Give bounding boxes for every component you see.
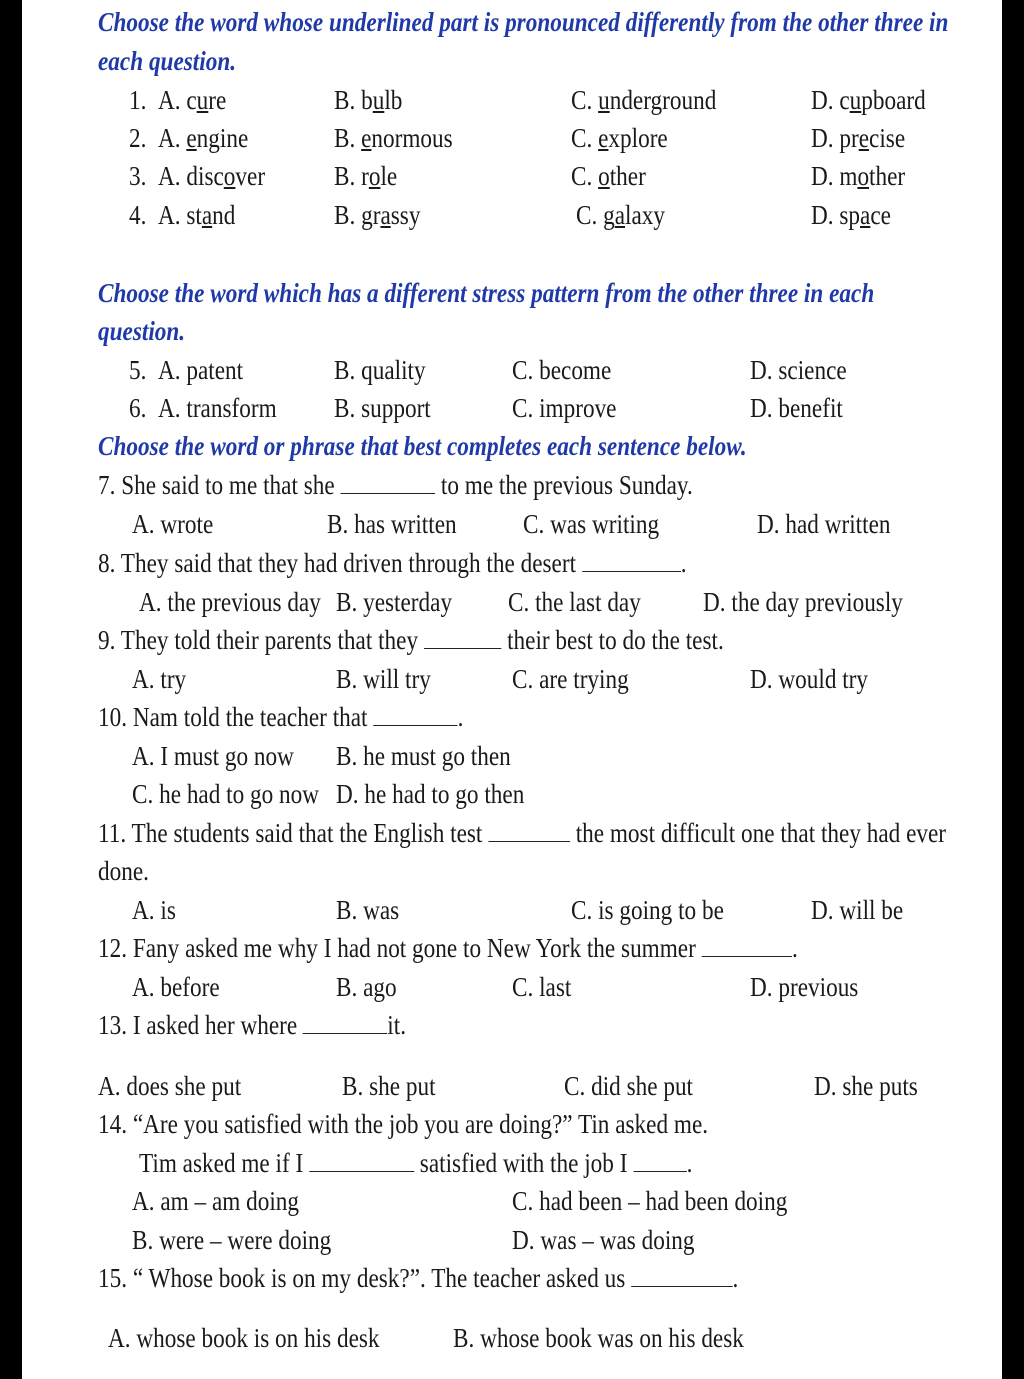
question-number: 5. [129, 355, 147, 385]
option-a: A. am – am doing [132, 1186, 300, 1216]
option-b: B. he must go then [336, 741, 511, 771]
option-c: C. underground [571, 85, 717, 115]
option-d: D. was – was doing [512, 1225, 695, 1255]
answer-blank [373, 701, 457, 726]
option-b: B. she put [342, 1071, 436, 1101]
option-a: A. cure [158, 85, 227, 115]
left-black-border [0, 0, 22, 1379]
option-b: B. was [336, 895, 400, 925]
option-a: A. transform [158, 393, 277, 423]
option-b: B. yesterday [336, 587, 453, 617]
answer-blank [633, 1147, 686, 1172]
option-c: C. did she put [564, 1071, 694, 1101]
question-number: 2. [129, 123, 147, 153]
option-c: C. explore [571, 123, 668, 153]
option-c: C. are trying [512, 664, 629, 694]
option-d: D. she puts [814, 1071, 918, 1101]
option-c: C. galaxy [576, 200, 666, 230]
option-c: C. had been – had been doing [512, 1186, 788, 1216]
question-stem: 10. Nam told the teacher that . [98, 702, 464, 732]
option-d: D. will be [811, 895, 904, 925]
option-a: A. is [132, 895, 176, 925]
option-a: A. before [132, 972, 220, 1002]
option-c: C. last [512, 972, 572, 1002]
option-b: B. role [334, 161, 398, 191]
option-d: D. mother [811, 161, 906, 191]
question-number: 4. [129, 200, 147, 230]
option-a: A. try [132, 664, 187, 694]
option-d: D. the day previously [703, 587, 903, 617]
option-d: D. he had to go then [336, 779, 525, 809]
option-c: C. improve [512, 393, 617, 423]
option-d: D. science [750, 355, 847, 385]
option-d: D. precise [811, 123, 906, 153]
option-d: D. benefit [750, 393, 843, 423]
section-heading-stress: Choose the word which has a different stress pattern from the other three in each [98, 278, 875, 308]
question-stem: 12. Fany asked me why I had not gone to New York the summer . [98, 933, 798, 963]
answer-blank [582, 547, 681, 572]
option-a: A. does she put [98, 1071, 242, 1101]
option-a: A. the previous day [139, 587, 321, 617]
question-stem: 9. They told their parents that they their best to do the test. [98, 625, 724, 655]
answer-blank [340, 469, 435, 494]
option-d: D. space [811, 200, 891, 230]
right-black-border [1002, 0, 1024, 1379]
option-c: C. become [512, 355, 612, 385]
question-number: 1. [129, 85, 147, 115]
question-number: 3. [129, 161, 147, 191]
option-c: C. the last day [508, 587, 641, 617]
answer-blank [488, 817, 570, 842]
section-heading-stress-cont: question. [98, 316, 186, 346]
section-heading-grammar: Choose the word or phrase that best completes each sentence below. [98, 431, 747, 461]
answer-blank [631, 1262, 732, 1287]
answer-blank [702, 932, 792, 957]
option-c: C. he had to go now [132, 779, 320, 809]
option-a: A. patent [158, 355, 244, 385]
option-b: B. grassy [334, 200, 421, 230]
section-heading-pronunciation: Choose the word whose underlined part is pronounced differently from the other three in [98, 7, 949, 37]
answer-blank [424, 624, 501, 649]
worksheet-page [22, 0, 1002, 1379]
question-stem: 8. They said that they had driven through the desert . [98, 548, 687, 578]
section-heading-pronunciation-cont: each question. [98, 46, 237, 76]
question-number: 6. [129, 393, 147, 423]
question-stem-cont: done. [98, 856, 149, 886]
option-a: A. I must go now [132, 741, 294, 771]
option-b: B. whose book was on his desk [453, 1323, 744, 1353]
question-stem: 7. She said to me that she to me the previous Sunday. [98, 470, 693, 500]
option-b: B. has written [327, 509, 457, 539]
option-d: D. cupboard [811, 85, 926, 115]
option-a: A. wrote [132, 509, 214, 539]
option-b: B. bulb [334, 85, 403, 115]
option-a: A. engine [158, 123, 249, 153]
option-c: C. other [571, 161, 646, 191]
option-b: B. ago [336, 972, 397, 1002]
option-a: A. discover [158, 161, 266, 191]
option-b: B. enormous [334, 123, 453, 153]
question-stem: 15. “ Whose book is on my desk?”. The teacher asked us . [98, 1263, 739, 1293]
answer-blank [303, 1009, 387, 1034]
question-stem: 11. The students said that the English test the most difficult one that they had ever [98, 818, 947, 848]
option-c: C. is going to be [571, 895, 724, 925]
option-a: A. stand [158, 200, 236, 230]
option-b: B. quality [334, 355, 426, 385]
option-b: B. were – were doing [132, 1225, 332, 1255]
option-b: B. will try [336, 664, 431, 694]
option-b: B. support [334, 393, 431, 423]
question-stem: 13. I asked her where it. [98, 1010, 407, 1040]
question-stem-reported: Tim asked me if I satisfied with the job I . [139, 1148, 693, 1178]
option-a: A. whose book is on his desk [108, 1323, 380, 1353]
option-d: D. had written [757, 509, 891, 539]
option-d: D. would try [750, 664, 869, 694]
option-d: D. previous [750, 972, 859, 1002]
option-c: C. was writing [523, 509, 660, 539]
question-stem: 14. “Are you satisfied with the job you are doing?” Tin asked me. [98, 1109, 709, 1139]
answer-blank [309, 1147, 414, 1172]
